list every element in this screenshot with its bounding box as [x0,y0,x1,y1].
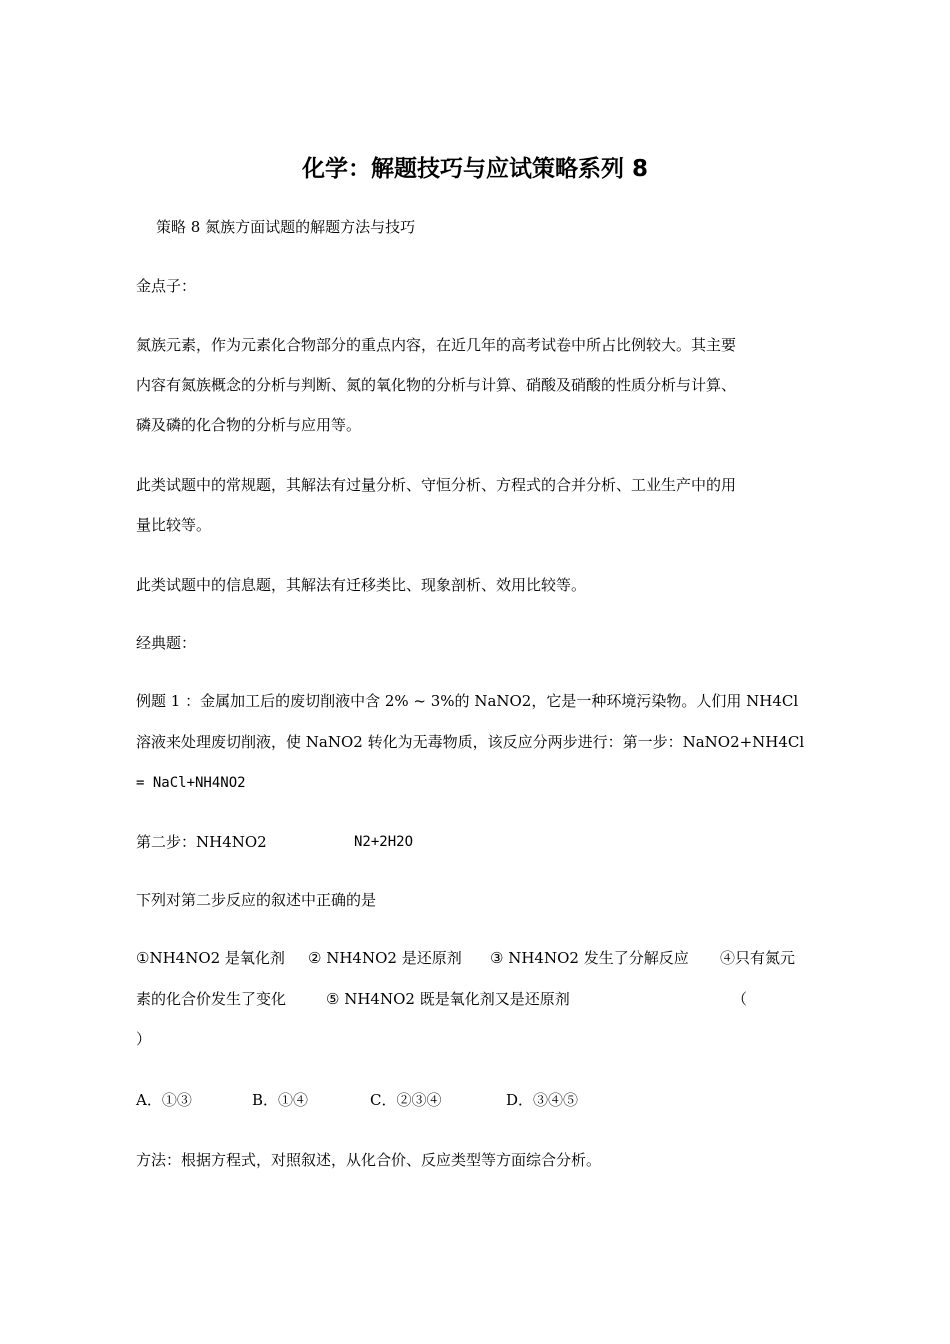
regular-line-2: 量比较等。 [136,516,212,534]
option-d: D．③④⑤ [506,1091,579,1109]
statement-5: ⑤ NH4NO2 既是氧化剂又是还原剂 [326,990,570,1008]
option-b: B．①④ [252,1091,309,1109]
statement-3: ③ NH4NO2 发生了分解反应 [490,949,689,967]
statement-1: ①NH4NO2 是氧化剂 [136,949,285,967]
regular-line-1: 此类试题中的常规题，其解法有过量分析、守恒分析、方程式的合并分析、工业生产中的用 [136,476,737,494]
info-paragraph: 此类试题中的信息题，其解法有迁移类比、现象剖析、效用比较等。 [136,576,587,594]
intro-line-3: 磷及磷的化合物的分析与应用等。 [136,416,362,434]
example1-line-1: 例题 1 ：金属加工后的废切削液中含 2% ~ 3%的 NaNO2，它是一种环境污染物。人们用 NH4Cl [136,692,799,710]
statement-2: ② NH4NO2 是还原剂 [308,949,462,967]
section-classic: 经典题： [136,634,197,652]
step2-label: 第二步：NH4NO2 [136,833,267,851]
statement-4: ④只有氮元 [720,949,796,967]
method-text: 方法：根据方程式，对照叙述，从化合价、反应类型等方面综合分析。 [136,1151,602,1169]
intro-line-2: 内容有氮族概念的分析与判断、氮的氧化物的分析与计算、硝酸及硝酸的性质分析与计算、 [136,376,737,394]
page-title: 化学：解题技巧与应试策略系列 8 [301,156,648,182]
example1-line-3: = NaCl+NH4NO2 [136,775,246,791]
answer-open-paren: （ [732,990,748,1008]
intro-line-1: 氮族元素，作为元素化合物部分的重点内容，在近几年的高考试卷中所占比例较大。其主要 [136,336,737,354]
question-text: 下列对第二步反应的叙述中正确的是 [136,891,377,909]
answer-close-paren: ） [136,1030,152,1048]
statement-4-continued: 素的化合价发生了变化 [136,990,287,1008]
strategy-heading: 策略 8 氮族方面试题的解题方法与技巧 [156,218,416,236]
step2-product: N2+2H2O [354,834,414,850]
section-golden-points: 金点子： [136,277,197,295]
example1-line-2: 溶液来处理废切削液，使 NaNO2 转化为无毒物质，该反应分两步进行：第一步：NaNO2+NH4Cl [136,733,805,751]
option-c: C．②③④ [370,1091,442,1109]
option-a: A．①③ [136,1091,192,1109]
